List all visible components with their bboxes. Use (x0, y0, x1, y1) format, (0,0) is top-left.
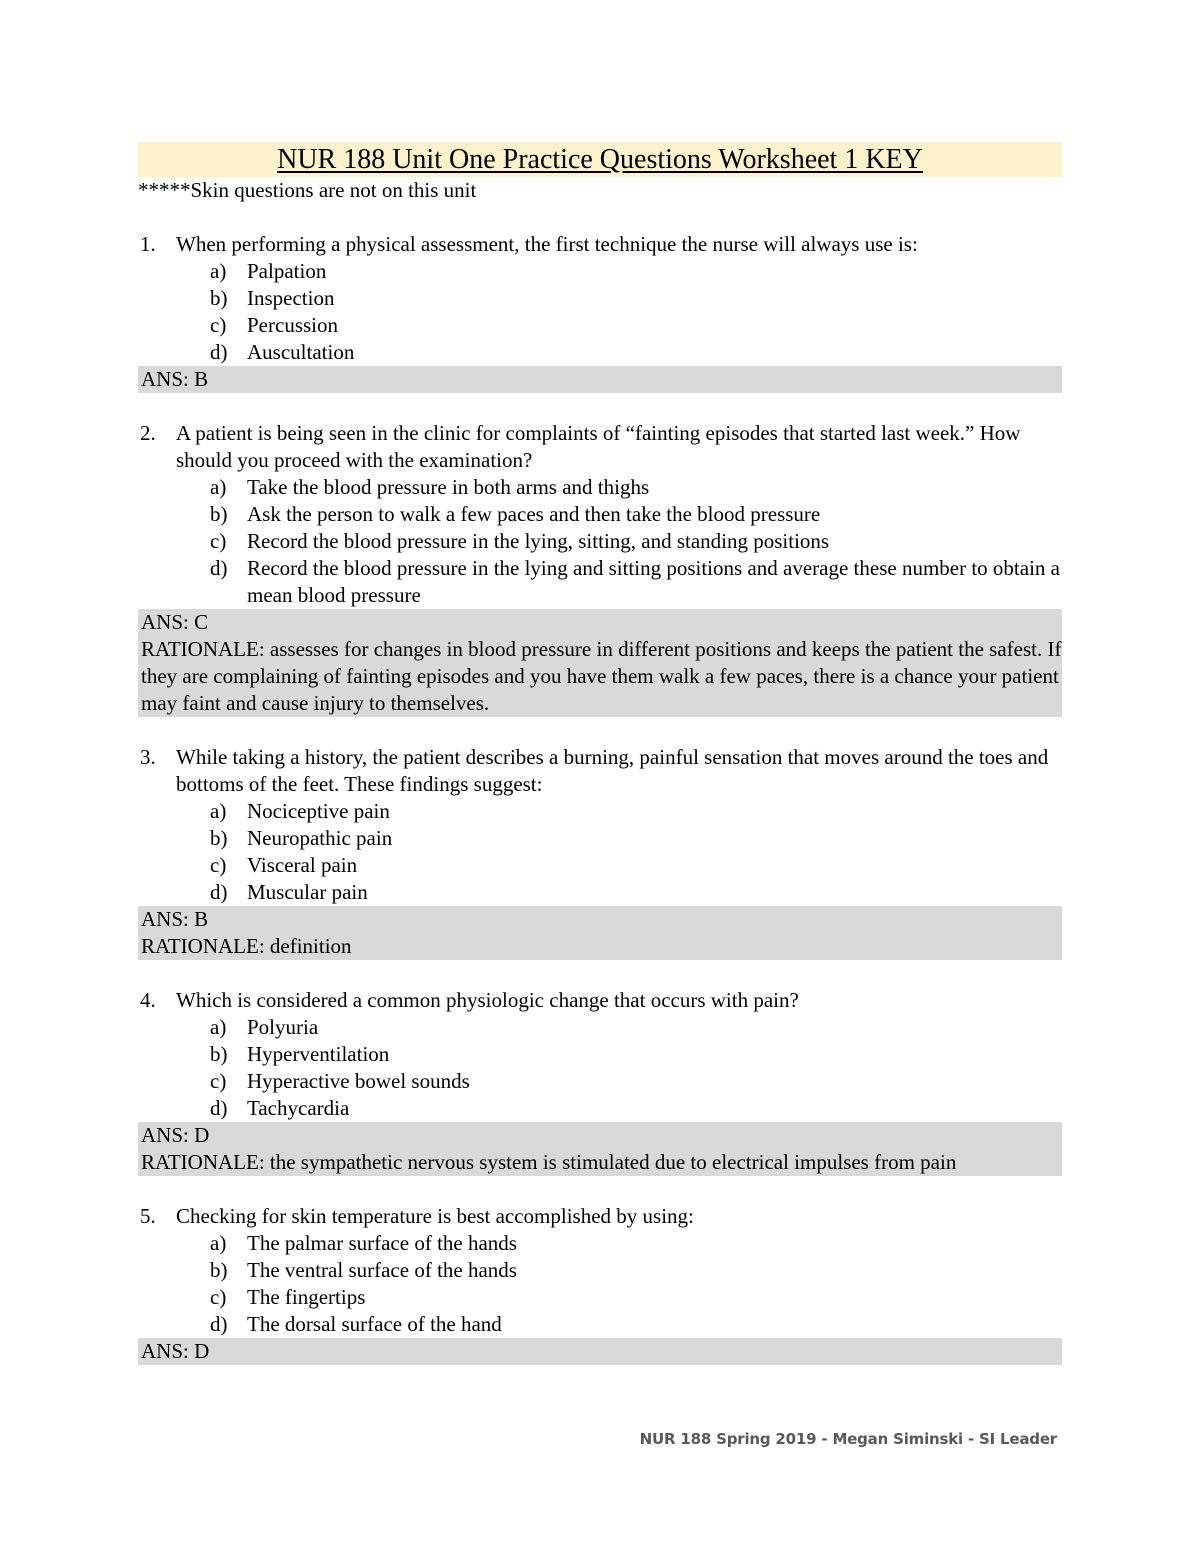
answer-box (138, 906, 1062, 960)
question-number: 2. (140, 421, 156, 445)
option-b: b) Inspection (210, 286, 335, 310)
question-text: 1. When performing a physical assessment, the first technique the nurse will always use is: (140, 232, 918, 256)
rationale-line: RATIONALE: assesses for changes in blood pressure in different positions and keeps the patient the safest. If they are complaining of fainting episodes and you have them walk a few paces, there is a chance your patient may faint and cause injury to themselves. (141, 637, 1062, 715)
option-c: c) Hyperactive bowel sounds (210, 1069, 470, 1093)
option-d: d) Auscultation (210, 340, 355, 364)
question-5 (138, 1203, 1062, 1365)
option-b: b) Neuropathic pain (210, 826, 393, 850)
answer-box (138, 1122, 1062, 1176)
answer-box (138, 366, 1062, 393)
option-d: d) Tachycardia (210, 1096, 350, 1120)
option-a: a) Palpation (210, 259, 327, 283)
answer-box (138, 1338, 1062, 1365)
question-number: 3. (140, 745, 156, 769)
option-c: c) Record the blood pressure in the lying, sitting, and standing positions (210, 529, 830, 553)
option-c: c) Percussion (210, 313, 338, 337)
page-title: NUR 188 Unit One Practice Questions Worksheet 1 KEY (138, 142, 1062, 177)
rationale-line: RATIONALE: the sympathetic nervous system is stimulated due to electrical impulses from pain (141, 1150, 957, 1174)
option-d: d) Muscular pain (210, 880, 368, 904)
question-2 (138, 420, 1062, 717)
option-a: a) Take the blood pressure in both arms and thighs (210, 475, 650, 499)
answer-box (138, 609, 1062, 717)
question-1 (138, 231, 1062, 393)
worksheet (138, 142, 1062, 1365)
option-a: a) The palmar surface of the hands (210, 1231, 517, 1255)
question-text: 2. A patient is being seen in the clinic for complaints of “fainting episodes that started last week.” How should you proceed with the examination? (140, 421, 1021, 472)
option-b: b) The ventral surface of the hands (210, 1258, 517, 1282)
option-c: c) The fingertips (210, 1285, 366, 1309)
question-4 (138, 987, 1062, 1176)
option-d: d) The dorsal surface of the hand (210, 1312, 502, 1336)
question-number: 1. (140, 232, 156, 256)
answer-line: ANS: D (141, 1123, 210, 1147)
option-a: a) Nociceptive pain (210, 799, 390, 823)
question-text: 5. Checking for skin temperature is best accomplished by using: (140, 1204, 694, 1228)
option-b: b) Ask the person to walk a few paces and then take the blood pressure (210, 502, 821, 526)
answer-line: ANS: B (141, 367, 209, 391)
option-c: c) Visceral pain (210, 853, 358, 877)
answer-line: ANS: C (141, 610, 209, 634)
page-footer: NUR 188 Spring 2019 - Megan Siminski - SI Leader (639, 1430, 1057, 1448)
question-number: 4. (140, 988, 156, 1012)
question-text: 4. Which is considered a common physiologic change that occurs with pain? (140, 988, 799, 1012)
question-3 (138, 744, 1062, 960)
answer-line: ANS: B (141, 907, 209, 931)
option-b: b) Hyperventilation (210, 1042, 390, 1066)
unit-note: *****Skin questions are not on this unit (138, 178, 477, 202)
answer-line: ANS: D (141, 1339, 210, 1363)
rationale-line: RATIONALE: definition (141, 934, 352, 958)
option-a: a) Polyuria (210, 1015, 319, 1039)
question-text: 3. While taking a history, the patient describes a burning, painful sensation that moves around the toes and bottoms of the feet. These findings suggest: (140, 745, 1049, 796)
option-d: d) Record the blood pressure in the lying and sitting positions and average these number to obtain a mean blood pressure (210, 556, 1060, 607)
question-number: 5. (140, 1204, 156, 1228)
